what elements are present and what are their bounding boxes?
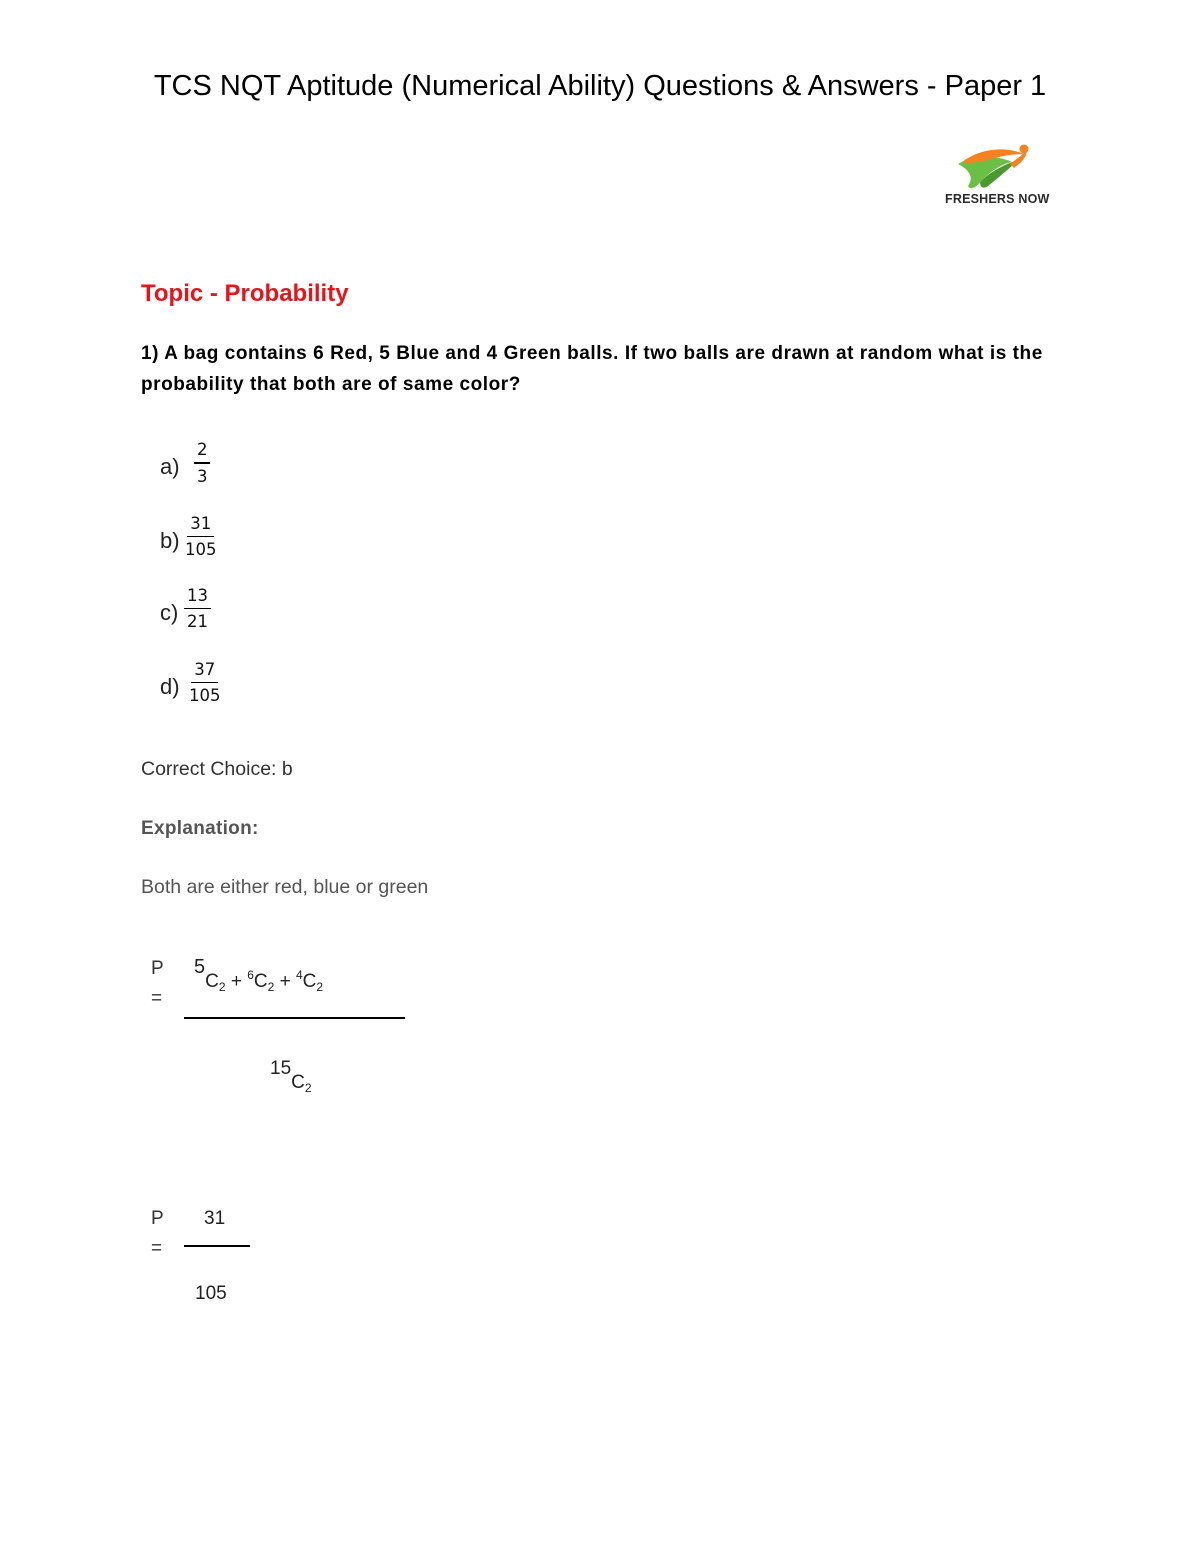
plus-sign: + [274,971,296,992]
logo-swoosh-icon [940,142,1050,194]
denominator-base: C [291,1072,305,1093]
term2-subscript: 2 [267,980,275,994]
term3-subscript: 2 [316,980,324,994]
equation-fraction-bar [184,1017,405,1019]
result-fraction-bar [184,1245,250,1247]
fraction-numerator: 13 [184,586,211,609]
equation-lhs-equals: = [151,988,163,1009]
fraction-denominator: 105 [185,540,217,559]
option-letter: c) [160,600,179,625]
denominator-superscript: 15 [270,1058,292,1079]
freshers-now-logo [940,142,1050,212]
explanation-heading: Explanation: [141,818,259,839]
equation-lhs-equals: = [151,1238,163,1259]
explanation-text: Both are either red, blue or green [141,876,429,898]
term1-subscript: 2 [218,980,226,994]
option-fraction [182,514,220,560]
equation-numerator [194,956,324,994]
option-fraction [194,440,211,487]
option-fraction [186,660,224,706]
fraction-denominator: 21 [187,612,208,631]
page-title: TCS NQT Aptitude (Numerical Ability) Questions & Answers - Paper 1 [153,70,1047,102]
result-numerator: 31 [204,1208,226,1229]
equation-lhs-p: P [151,1208,164,1229]
option-letter: a) [160,454,180,479]
option-letter: d) [160,674,180,699]
result-denominator: 105 [195,1283,227,1304]
fraction-denominator: 105 [189,686,221,705]
term1-superscript: 5 [194,956,206,978]
denominator-subscript: 2 [304,1081,312,1095]
fraction-numerator: 2 [197,440,208,459]
option-fraction [184,586,211,632]
term1-base: C [205,971,219,992]
term3-base: C [302,971,317,992]
equation-denominator [270,1058,312,1095]
term2-superscript: 6 [247,968,254,982]
fraction-numerator: 37 [191,660,218,683]
term3-superscript: 4 [295,968,303,982]
plus-sign: + [225,971,248,992]
fraction-denominator: 3 [197,466,208,486]
question-text: 1) A bag contains 6 Red, 5 Blue and 4 Green balls. If two balls are drawn at random what is the probability that both are of same color? [141,343,1043,395]
topic-heading: Topic - Probability [141,280,349,307]
option-letter: b) [160,528,180,553]
term2-base: C [253,971,268,992]
equation-lhs-p: P [151,958,164,979]
correct-choice: Correct Choice: b [141,758,293,780]
fraction-numerator: 31 [187,514,214,537]
logo-wordmark: FRESHERS NOW [945,192,1050,206]
